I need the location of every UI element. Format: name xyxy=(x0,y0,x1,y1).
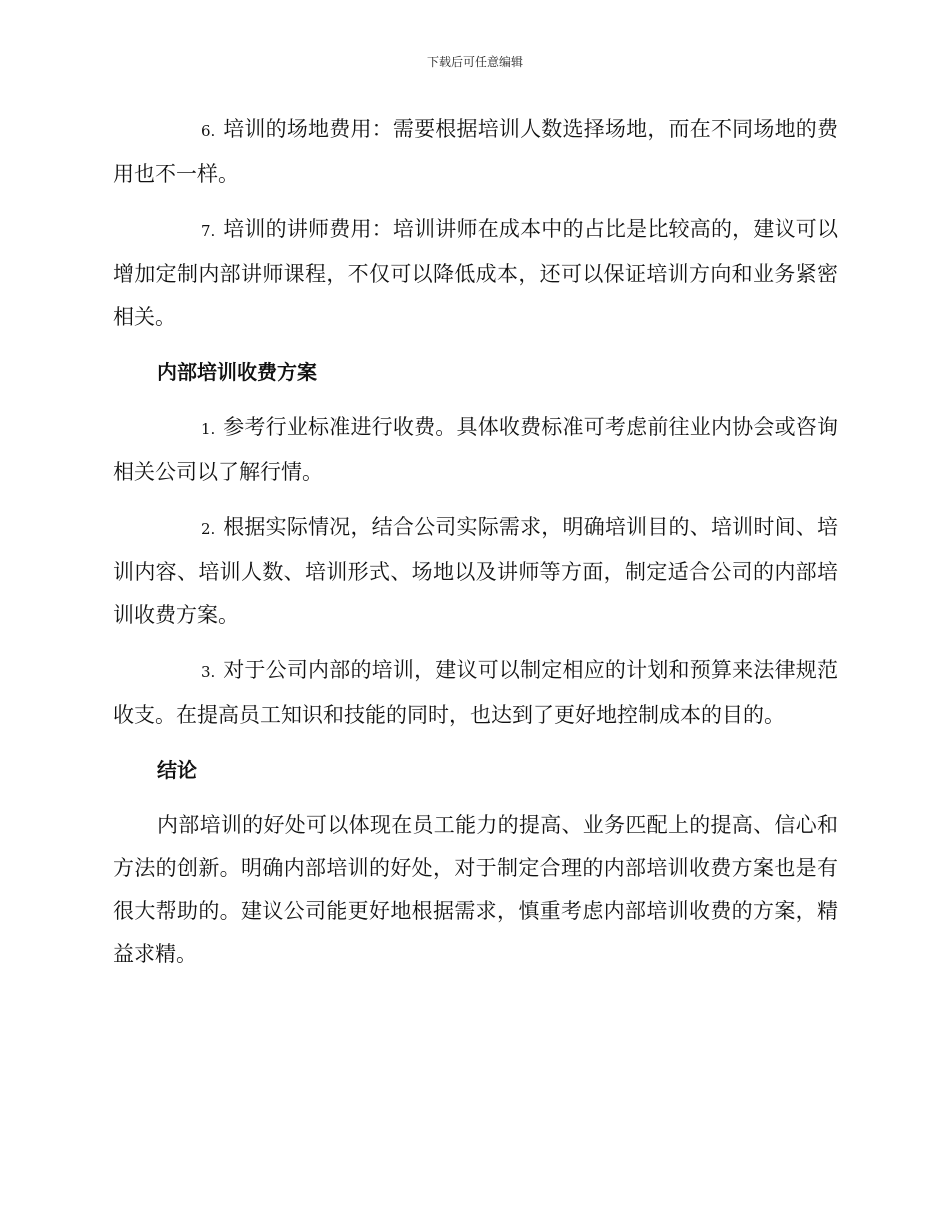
list-item-actual-needs xyxy=(113,506,838,637)
list-number: 3. xyxy=(201,663,216,681)
list-item-venue-cost xyxy=(113,108,838,196)
section-heading-conclusion: 结论 xyxy=(157,758,197,782)
conclusion-paragraph: 内部培训的好处可以体现在员工能力的提高、业务匹配上的提高、信心和方法的创新。明确内部培训的好处，对于制定合理的内部培训收费方案也是有很大帮助的。建议公司能更好地根据需求，慎重考虑内部培训收费的方案，精益求精。 xyxy=(113,813,838,966)
list-number: 6. xyxy=(201,122,216,140)
list-item-text: 根据实际情况，结合公司实际需求，明确培训目的、培训时间、培训内容、培训人数、培训形式、场地以及讲师等方面，制定适合公司的内部培训收费方案。 xyxy=(113,515,838,627)
list-item-industry-standard xyxy=(113,406,838,494)
list-item-trainer-cost xyxy=(113,208,838,339)
list-item-budget-plan xyxy=(113,649,838,737)
page-header: 下载后可任意编辑 xyxy=(426,55,523,69)
list-number: 2. xyxy=(201,520,216,538)
list-item-text: 对于公司内部的培训，建议可以制定相应的计划和预算来法律规范收支。在提高员工知识和技能的同时，也达到了更好地控制成本的目的。 xyxy=(113,658,838,727)
list-item-text: 培训的场地费用：需要根据培训人数选择场地，而在不同场地的费用也不一样。 xyxy=(113,117,838,186)
list-number: 1. xyxy=(201,420,216,438)
document-body xyxy=(113,108,838,988)
list-number: 7. xyxy=(201,222,216,240)
section-heading-fee-plan: 内部培训收费方案 xyxy=(157,360,317,384)
list-item-text: 参考行业标准进行收费。具体收费标准可考虑前往业内协会或咨询相关公司以了解行情。 xyxy=(113,415,838,484)
list-item-text: 培训的讲师费用：培训讲师在成本中的占比是比较高的，建议可以增加定制内部讲师课程，不仅可以降低成本，还可以保证培训方向和业务紧密相关。 xyxy=(113,217,838,329)
